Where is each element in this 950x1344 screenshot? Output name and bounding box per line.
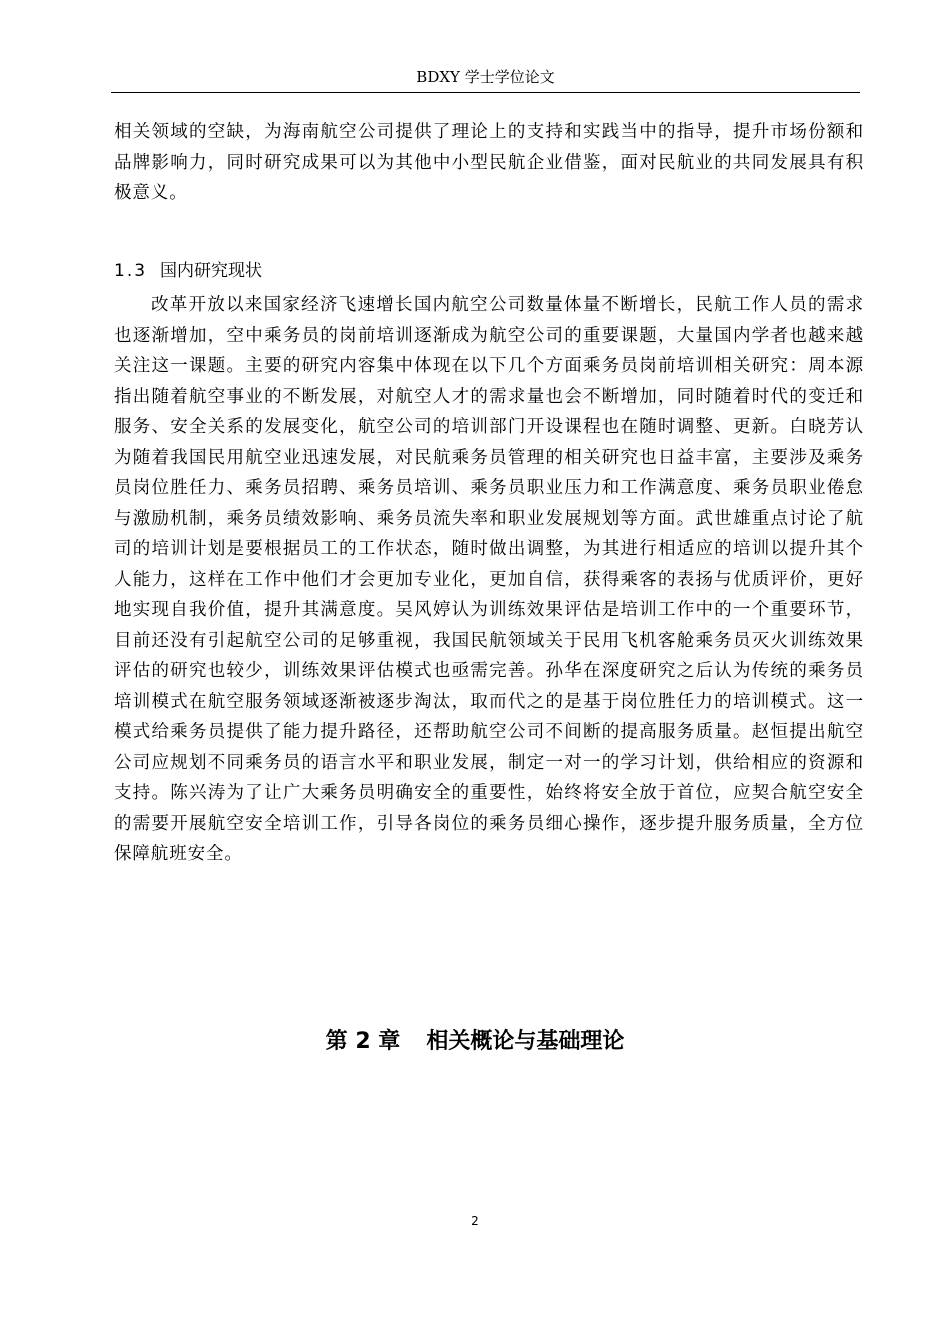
page-header: BDXY 学士学位论文 [416,68,555,86]
chapter-number: 第 2 章 [325,1029,401,1054]
body-paragraph: 改革开放以来国家经济飞速增长国内航空公司数量体量不断增长，民航工作人员的需求也逐渐增加，空中乘务员的岗前培训逐渐成为航空公司的重要课题，大量国内学者也越来越关注这一课题。主要的研究内容集中体现在以下几个方面乘务员岗前培训相关研究：周本源指出随着航空事业的不断发展，对航空人才的需求量也会不断增加，同时随着时代的变迁和服务、安全关系的发展变化，航空公司的培训部门开设课程也在随时调整、更新。白晓芳认为随着我国民用航空业迅速发展，对民航乘务员管理的相关研究也日益丰富，主要涉及乘务员岗位胜任力、乘务员招聘、乘务员培训、乘务员职业压力和工作满意度、乘务员职业倦怠与激励机制，乘务员绩效影响、乘务员流失率和职业发展规划等方面。武世雄重点讨论了航司的培训计划是要根据员工的工作状态，随时做出调整，为其进行相适应的培训以提升其个人能力，这样在工作中他们才会更加专业化，更加自信，获得乘客的表扬与优质评价，更好地实现自我价值，提升其满意度。吴风婷认为训练效果评估是培训工作中的一个重要环节，目前还没有引起航空公司的足够重视，我国民航领域关于民用飞机客舱乘务员灭火训练效果评估的研究也较少，训练效果评估模式也亟需完善。孙华在深度研究之后认为传统的乘务员培训模式在航空服务领域逐渐被逐步淘汰，取而代之的是基于岗位胜任力的培训模式。这一模式给乘务员提供了能力提升路径，还帮助航空公司不间断的提高服务质量。赵恒提出航空公司应规划不同乘务员的语言水平和职业发展，制定一对一的学习计划，供给相应的资源和支持。陈兴涛为了让广大乘务员明确安全的重要性，始终将安全放于首位，应契合航空安全的需要开展航空安全培训工作，引导各岗位的乘务员细心操作，逐步提升服务质量，全方位保障航班安全。 [114,295,864,864]
header-rule [111,92,860,93]
page-number: 2 [471,1214,479,1228]
section-heading [114,256,262,281]
section-title: 国内研究现状 [160,261,262,281]
chapter-heading [0,1024,950,1055]
chapter-title: 相关概论与基础理论 [426,1029,625,1054]
intro-paragraph: 相关领域的空缺，为海南航空公司提供了理论上的支持和实践当中的指导，提升市场份额和品牌影响力，同时研究成果可以为其他中小型民航企业借鉴，面对民航业的共同发展具有积极意义。 [114,122,864,203]
section-number: 1.3 [114,261,148,281]
